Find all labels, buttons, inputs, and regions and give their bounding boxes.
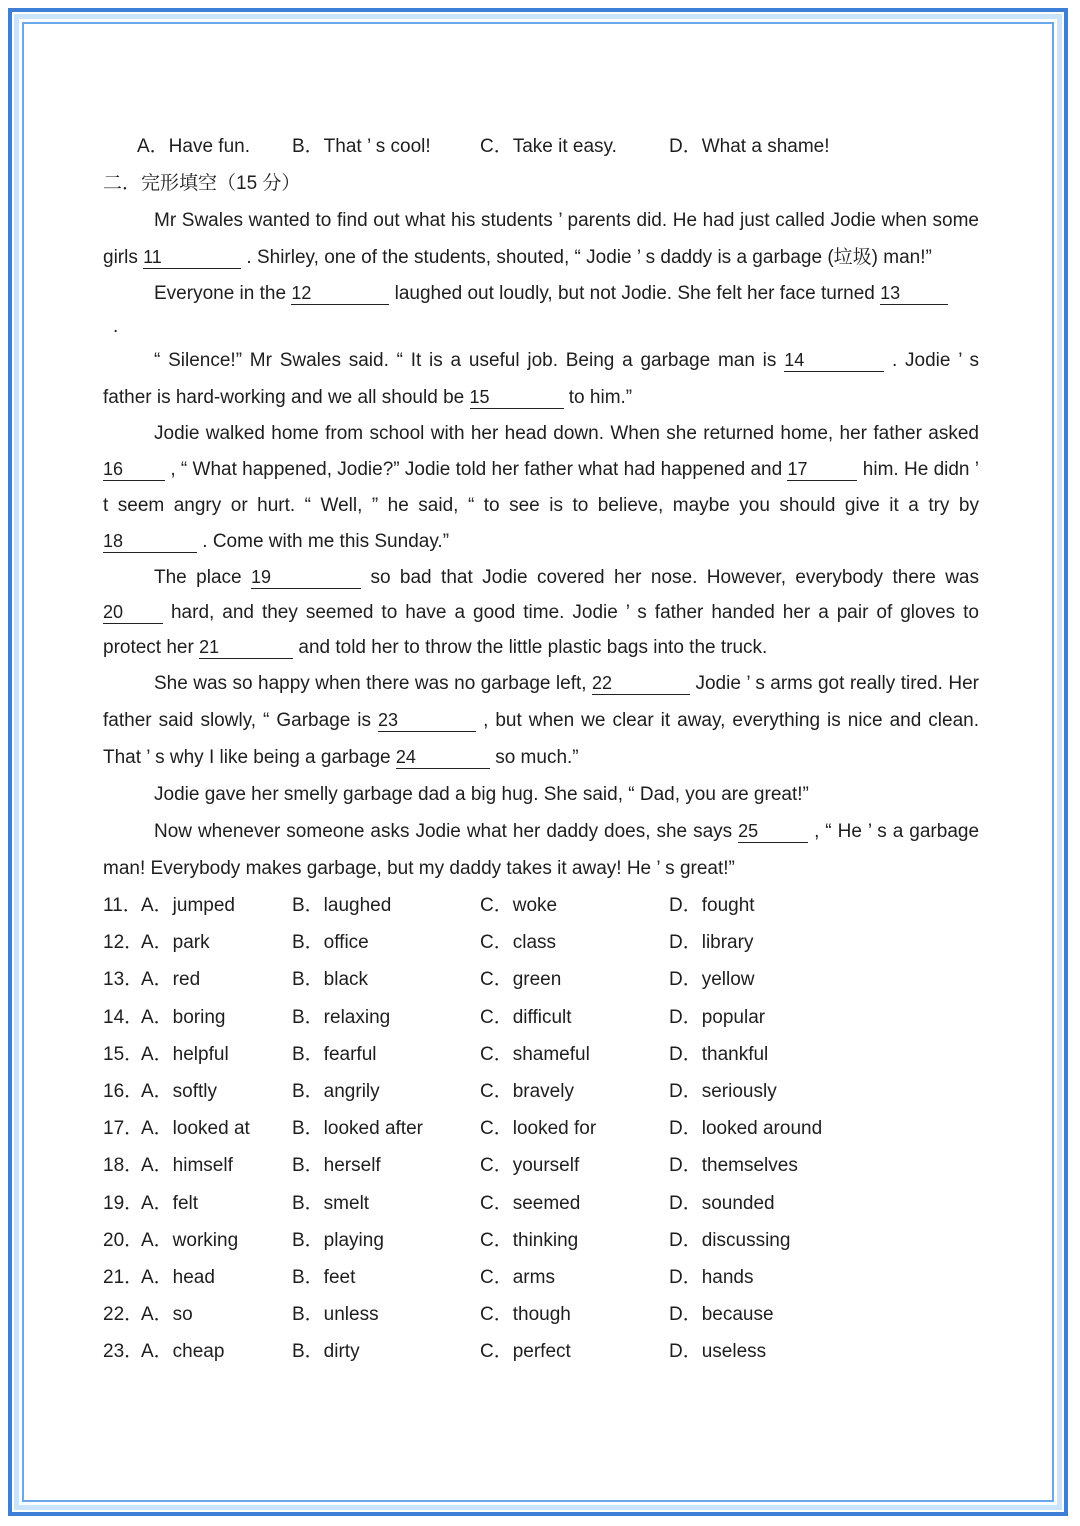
option-c: C．though	[480, 1304, 571, 1326]
passage-paragraph-2	[103, 276, 979, 312]
blank-22: 22	[592, 672, 690, 695]
option-b: B．dirty	[292, 1341, 360, 1363]
question-number: 20．	[103, 1229, 144, 1251]
option-d: D．fought	[669, 895, 755, 916]
question-row	[103, 1333, 979, 1370]
option-c: C．class	[480, 932, 557, 954]
passage-text: The place	[154, 567, 242, 588]
option-a: A．himself	[141, 1155, 233, 1177]
question-row	[103, 1073, 979, 1110]
passage-text: Jodie ’ s arms got really tired. Her father said slowly, “ Garbage is	[103, 673, 980, 731]
question-number: 18．	[103, 1155, 144, 1177]
blank-18: 18	[103, 530, 197, 553]
option-d: D．discussing	[669, 1229, 791, 1251]
question-row	[103, 1036, 979, 1073]
blank-19: 19	[251, 566, 361, 589]
passage-text: him. He didn ’ t seem angry or hurt. “ Well, ” he said, “ to see is to believe, maybe you should give it a try by	[103, 459, 980, 516]
question-row	[103, 1147, 979, 1184]
blank-24: 24	[396, 746, 490, 769]
option-b: B．office	[292, 932, 369, 954]
option-c: C．bravely	[480, 1080, 574, 1102]
passage-text: She was so happy when there was no garbage left,	[154, 673, 587, 694]
option-b: B．unless	[292, 1304, 379, 1326]
question-options-list	[103, 887, 979, 1370]
option-c: C．green	[480, 969, 562, 991]
option-d: D．sounded	[669, 1192, 775, 1214]
section-heading: 二．完形填空（15 分）	[103, 173, 301, 194]
question-number: 11．	[103, 895, 142, 916]
option-a: A．head	[141, 1266, 215, 1288]
option-c: C．seemed	[480, 1192, 581, 1214]
passage-paragraph-7	[103, 776, 979, 813]
passage-text: Jodie walked home from school with her head down. When she returned home, her father asked	[154, 423, 979, 444]
passage-text: . Shirley, one of the students, shouted, “ Jodie ’ s daddy is a garbage (垃圾) man!”	[246, 247, 932, 268]
blank-20: 20	[103, 601, 163, 624]
option-c: C．shameful	[480, 1043, 590, 1065]
passage-text: to him.”	[568, 387, 633, 408]
question-row	[103, 1259, 979, 1296]
previous-question-options	[103, 128, 979, 165]
option-b: B．feet	[292, 1266, 356, 1288]
blank-15: 15	[470, 386, 564, 409]
question-row	[103, 999, 979, 1036]
passage-text: . Jodie ’ s father is hard-working and we all should be	[103, 350, 980, 408]
document-page	[103, 128, 979, 1370]
option-b: B．relaxing	[292, 1006, 391, 1028]
question-number: 23．	[103, 1341, 144, 1363]
option-c: C．perfect	[480, 1341, 571, 1363]
option-a: A．looked at	[141, 1118, 250, 1140]
option-d: D．looked around	[669, 1118, 823, 1140]
passage-paragraph-5	[103, 560, 979, 665]
option-a: A．cheap	[141, 1341, 225, 1363]
passage-paragraph-3	[103, 342, 979, 416]
blank-23: 23	[378, 709, 476, 732]
option-b: B．fearful	[292, 1043, 377, 1065]
option-c: C．thinking	[480, 1229, 579, 1251]
option-c: C．yourself	[480, 1155, 580, 1177]
question-row	[103, 961, 979, 998]
option-c: C．woke	[480, 895, 558, 916]
question-number: 12．	[103, 932, 144, 954]
passage-text: so bad that Jodie covered her nose. However, everybody there was	[370, 567, 979, 588]
option-c: C．difficult	[480, 1006, 572, 1028]
question-number: 17．	[103, 1118, 144, 1140]
option-d: D．because	[669, 1304, 774, 1326]
passage-text: hard, and they seemed to have a good time. Jodie ’ s father handed her a pair of gloves to protect her	[103, 602, 979, 658]
blank-21: 21	[199, 636, 293, 659]
passage-text: so much.”	[495, 747, 579, 768]
option-d: D．library	[669, 932, 754, 954]
passage-text: “ Silence!” Mr Swales said. “ It is a useful job. Being a garbage man is	[154, 350, 777, 371]
blank-11: 11	[143, 246, 241, 269]
passage-paragraph-6	[103, 665, 979, 776]
option-d: D．thankful	[669, 1043, 769, 1065]
question-row	[103, 1222, 979, 1259]
blank-14: 14	[784, 349, 884, 372]
blank-25: 25	[738, 820, 808, 843]
option-d: D．yellow	[669, 969, 755, 991]
option-d: D．seriously	[669, 1080, 777, 1102]
option-c: C．Take it easy.	[480, 136, 617, 157]
option-b: B．laughed	[292, 895, 392, 916]
passage-text: Now whenever someone asks Jodie what her daddy does, she says	[154, 821, 733, 842]
option-b: B．herself	[292, 1155, 381, 1177]
option-d: D．popular	[669, 1006, 766, 1028]
passage-text: , “ What happened, Jodie?” Jodie told her father what had happened and	[170, 459, 783, 480]
blank-17: 17	[787, 458, 857, 481]
passage-text: and told her to throw the little plastic bags into the truck.	[298, 637, 768, 658]
question-number: 14．	[103, 1006, 144, 1028]
option-b: B．looked after	[292, 1118, 423, 1140]
question-number: 21．	[103, 1266, 144, 1288]
question-row	[103, 887, 979, 924]
option-a: A．park	[141, 932, 210, 954]
passage-paragraph-1	[103, 202, 979, 276]
option-a: A．jumped	[141, 895, 235, 916]
passage-text: , but when we clear it away, everything is nice and clean. That ’ s why I like being a garbage	[103, 710, 980, 768]
option-d: D．What a shame!	[669, 136, 830, 157]
option-c: C．looked for	[480, 1118, 597, 1140]
question-row	[103, 924, 979, 961]
passage-paragraph-4	[103, 416, 979, 560]
option-d: D．themselves	[669, 1155, 798, 1177]
question-row	[103, 1296, 979, 1333]
passage-text: laughed out loudly, but not Jodie. She felt her face turned	[394, 283, 875, 304]
question-number: 19．	[103, 1192, 144, 1214]
blank-13: 13	[880, 282, 948, 305]
passage-text: , “ He ’ s a garbage man! Everybody makes garbage, but my daddy takes it away! He ’ s great!”	[103, 821, 980, 879]
option-b: B．smelt	[292, 1192, 370, 1214]
passage-text: Jodie gave her smelly garbage dad a big hug. She said, “ Dad, you are great!”	[154, 784, 809, 805]
question-row	[103, 1110, 979, 1147]
option-c: C．arms	[480, 1266, 555, 1288]
option-a: A．boring	[141, 1006, 226, 1028]
passage-dot: .	[113, 316, 119, 337]
option-a: A．red	[141, 969, 201, 991]
passage-paragraph-8	[103, 813, 979, 887]
option-d: D．useless	[669, 1341, 767, 1363]
option-b: B．That ’ s cool!	[292, 136, 431, 157]
question-number: 13．	[103, 969, 144, 991]
passage-text: . Come with me this Sunday.”	[202, 531, 450, 552]
option-a: A．working	[141, 1229, 239, 1251]
question-number: 15．	[103, 1043, 144, 1065]
option-d: D．hands	[669, 1266, 754, 1288]
passage-text: Everyone in the	[154, 283, 287, 304]
question-row	[103, 1185, 979, 1222]
passage-text: Mr Swales wanted to find out what his students ’ parents did. He had just called Jodie when some girls	[103, 210, 979, 268]
option-a: A．softly	[141, 1080, 218, 1102]
question-number: 16．	[103, 1080, 144, 1102]
option-b: B．playing	[292, 1229, 384, 1251]
option-a: A．Have fun.	[137, 136, 250, 157]
option-b: B．black	[292, 969, 369, 991]
option-a: A．helpful	[141, 1043, 229, 1065]
option-a: A．so	[141, 1304, 193, 1326]
blank-12: 12	[291, 282, 389, 305]
question-number: 22．	[103, 1304, 144, 1326]
option-b: B．angrily	[292, 1080, 380, 1102]
option-a: A．felt	[141, 1192, 199, 1214]
blank-16: 16	[103, 458, 165, 481]
